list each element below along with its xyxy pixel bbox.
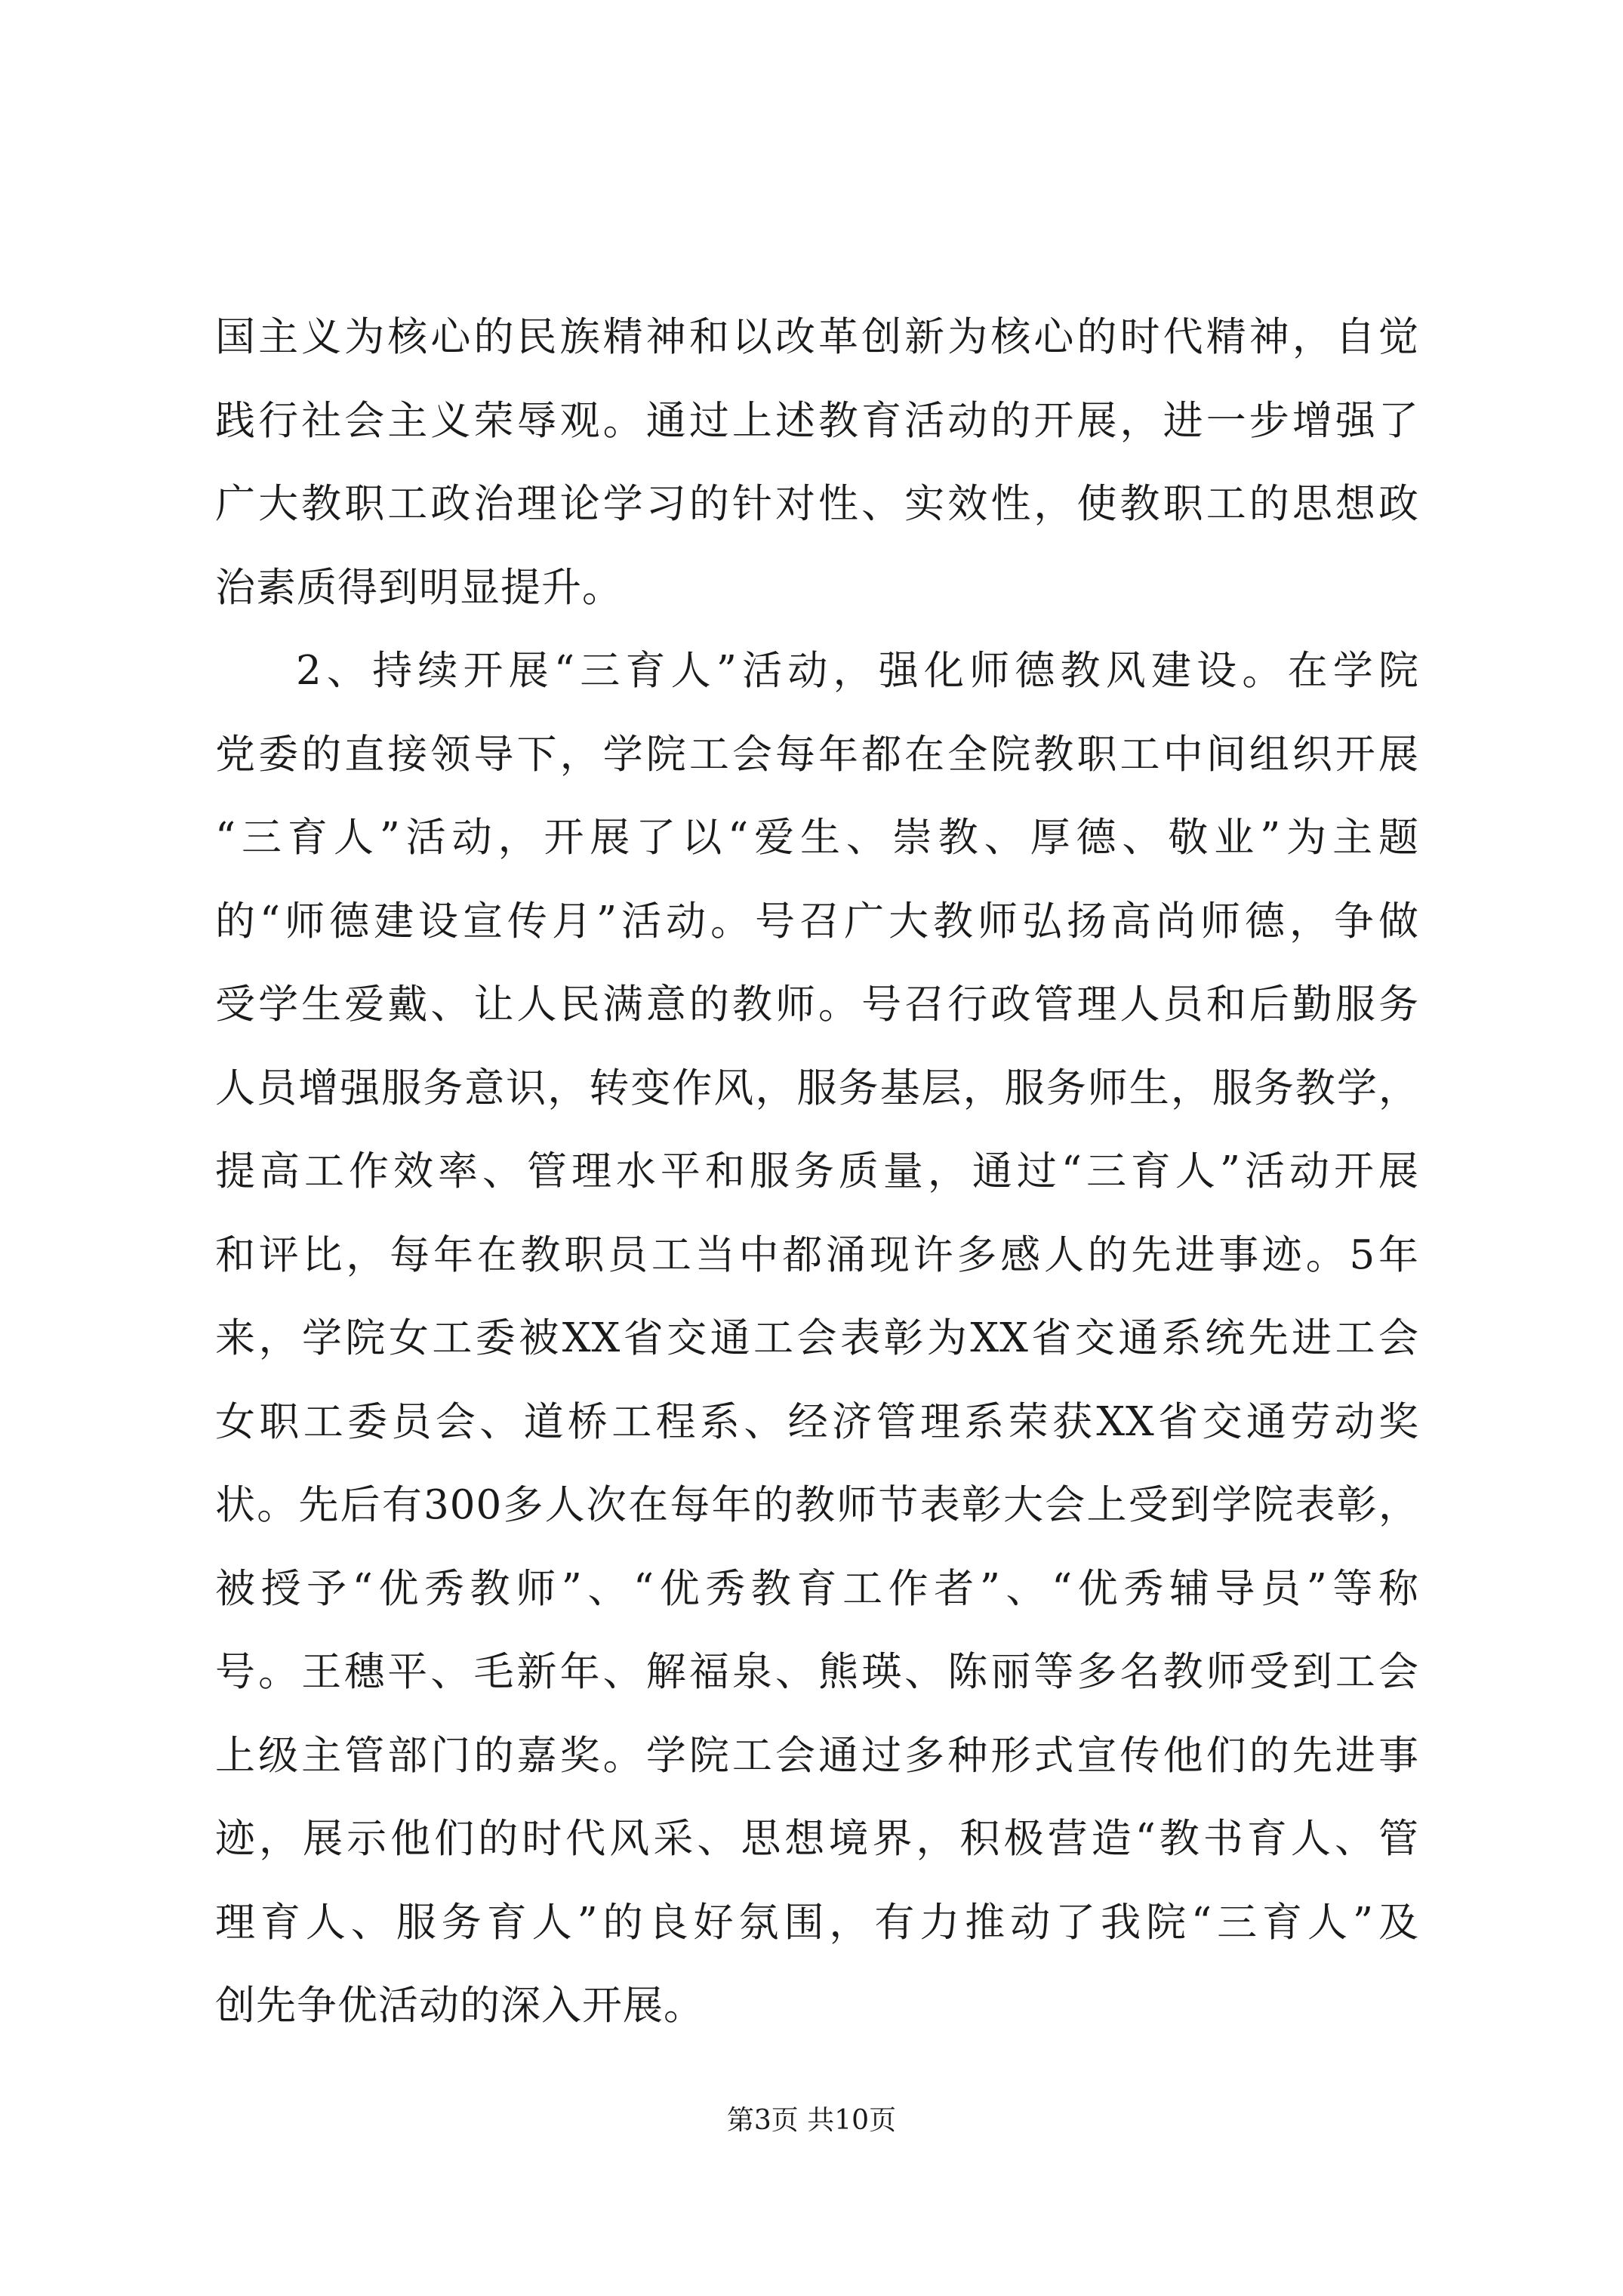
- paragraph-2-line: 理育人、服务育人”的良好氛围，有力推动了我院“三育人”及: [215, 1899, 1419, 1946]
- page-number-label: 第3页 共10页: [726, 2105, 897, 2136]
- paragraph-2-line: 来，学院女工委被XX省交通工会表彰为XX省交通系统先进工会: [215, 1315, 1419, 1361]
- paragraph-2-line: 党委的直接领导下，学院工会每年都在全院教职工中间组织开展: [215, 731, 1419, 778]
- paragraph-2-line: 人员增强服务意识，转变作风，服务基层，服务师生，服务教学，: [215, 1065, 1419, 1111]
- paragraph-2-line: 和评比，每年在教职员工当中都涌现许多感人的先进事迹。5年: [215, 1231, 1419, 1278]
- paragraph-2-line: 2、持续开展“三育人”活动，强化师德教风建设。在学院: [296, 648, 1419, 694]
- document-body: [215, 296, 1419, 2048]
- paragraph-2-line: 提高工作效率、管理水平和服务质量，通过“三育人”活动开展: [215, 1148, 1419, 1194]
- paragraph-2-line: 状。先后有300多人次在每年的教师节表彰大会上受到学院表彰，: [215, 1482, 1419, 1528]
- paragraph-2-line: 迹，展示他们的时代风采、思想境界，积极营造“教书育人、管: [215, 1816, 1419, 1862]
- paragraph-2-line: 被授予“优秀教师”、“优秀教育工作者”、“优秀辅导员”等称: [215, 1565, 1419, 1612]
- paragraph-2-line: “三育人”活动，开展了以“爱生、崇教、厚德、敬业”为主题: [215, 815, 1419, 861]
- paragraph-1-line: 治素质得到明显提升。: [215, 564, 623, 611]
- paragraph-1-line: 国主义为核心的民族精神和以改革创新为核心的时代精神，自觉: [215, 314, 1419, 360]
- paragraph-1-line: 践行社会主义荣辱观。通过上述教育活动的开展，进一步增强了: [215, 397, 1419, 444]
- page-footer: [0, 2099, 1623, 2137]
- paragraph-2-line: 号。王穗平、毛新年、解福泉、熊瑛、陈丽等多名教师受到工会: [215, 1649, 1419, 1695]
- paragraph-2-line: 受学生爱戴、让人民满意的教师。号召行政管理人员和后勤服务: [215, 982, 1419, 1028]
- paragraph-1-line: 广大教职工政治理论学习的针对性、实效性，使教职工的思想政: [215, 481, 1419, 527]
- paragraph-2-line: 上级主管部门的嘉奖。学院工会通过多种形式宣传他们的先进事: [215, 1732, 1419, 1779]
- paragraph-2-line: 创先争优活动的深入开展。: [215, 1983, 704, 2029]
- paragraph-2-line: 的“师德建设宣传月”活动。号召广大教师弘扬高尚师德，争做: [215, 898, 1419, 945]
- paragraph-2-line: 女职工委员会、道桥工程系、经济管理系荣获XX省交通劳动奖: [215, 1398, 1419, 1445]
